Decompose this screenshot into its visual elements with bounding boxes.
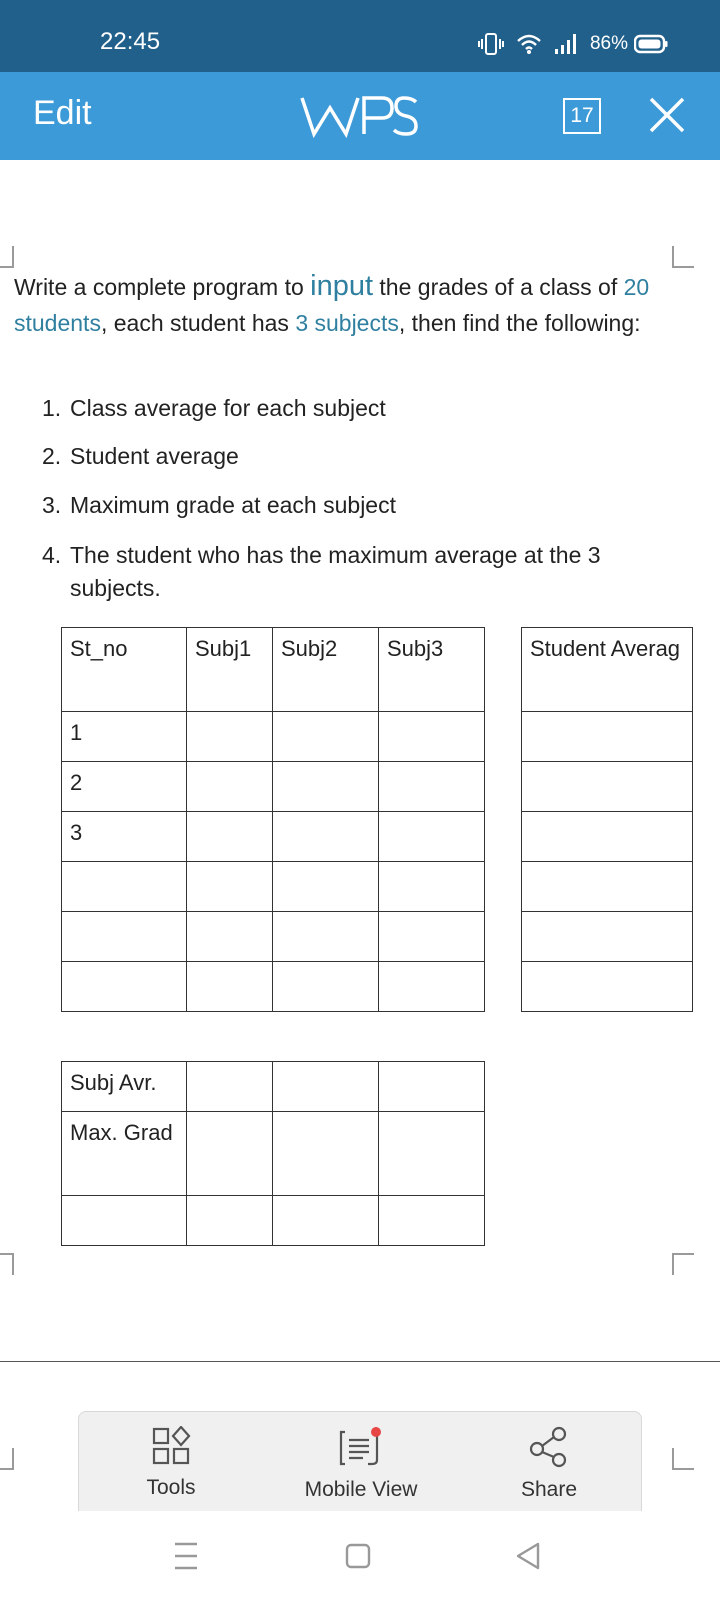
table-header-row [62,628,485,712]
page-corner-mark [0,1448,14,1470]
document-paragraph [14,268,674,341]
table-cell [379,812,485,862]
table-cell [522,812,693,862]
table-cell [273,812,379,862]
paragraph-text: Write a complete program to [14,274,311,300]
table-cell [187,862,273,912]
table-cell [522,912,693,962]
table-cell [273,1196,379,1246]
share-button[interactable] [469,1426,629,1502]
highlight-students: 20 students [14,274,650,336]
table-cell [62,862,187,912]
table-cell [522,962,693,1012]
app-bar [0,72,720,160]
share-label: Share [520,1478,578,1501]
table-cell [187,1196,273,1246]
table-cell [187,962,273,1012]
header-cell: Subj3 [379,628,485,712]
battery-percent: 86% [589,33,628,54]
table-cell: Max. Grad [62,1112,187,1196]
table-cell [379,912,485,962]
table-row [522,712,693,762]
list-number: 4. [42,542,62,568]
system-nav-bar [0,1511,720,1600]
list-text: Maximum grade at each subject [70,492,396,518]
highlight-subjects: 3 subjects [295,310,399,336]
summary-table [61,1061,485,1246]
table-cell: 2 [62,762,187,812]
highlight-input: input [310,270,374,302]
table-row [62,1062,485,1112]
page-count-badge[interactable]: 17 [563,98,601,134]
table-row [62,862,485,912]
tools-button[interactable] [91,1426,251,1500]
page-divider [0,1361,720,1362]
list-item [42,392,386,425]
page-corner-mark [672,1253,694,1275]
close-icon[interactable] [648,96,686,139]
table-cell [379,1196,485,1246]
table-row [62,712,485,762]
mobile-view-icon [338,1426,384,1468]
table-cell [273,762,379,812]
list-item [42,440,239,473]
table-cell [62,962,187,1012]
table-cell [379,862,485,912]
table-row [62,1112,485,1196]
table-row [62,962,485,1012]
tools-label: Tools [146,1476,196,1499]
student-average-table [521,627,693,1012]
list-number: 2. [42,443,62,469]
paragraph-text: the grades of a class of [373,274,624,300]
table-cell [187,712,273,762]
share-icon [528,1426,570,1468]
table-cell [187,762,273,812]
page-corner-mark [672,1448,694,1470]
grades-table [61,627,485,1012]
battery-icon [634,34,668,54]
paragraph-text: , each student has [100,310,296,336]
mobile-view-button[interactable] [281,1426,441,1502]
table-cell [187,1062,273,1112]
table-cell [522,712,693,762]
status-icons [478,30,668,58]
table-cell [62,912,187,962]
page-corner-mark [0,1253,14,1275]
mobile-view-label: Mobile View [304,1478,418,1501]
table-cell [187,812,273,862]
home-icon[interactable] [344,1541,372,1576]
list-text: The student who has the maximum average at the 3 subjects. [70,542,601,601]
table-row [522,762,693,812]
table-cell [273,1112,379,1196]
table-row [62,912,485,962]
table-row [522,812,693,862]
table-cell [379,712,485,762]
vibrate-icon [478,32,504,56]
tools-icon [151,1426,191,1466]
table-cell [379,1112,485,1196]
back-icon[interactable] [514,1541,542,1576]
table-row [62,1196,485,1246]
table-cell [522,762,693,812]
status-bar [0,0,720,72]
table-row [522,912,693,962]
table-cell [379,1062,485,1112]
table-cell [273,962,379,1012]
list-item [42,539,662,605]
header-cell: Student Averag [522,628,693,712]
list-text: Class average for each subject [70,395,386,421]
table-cell: 1 [62,712,187,762]
bottom-toolbar [78,1411,642,1511]
table-cell: 3 [62,812,187,862]
list-text: Student average [70,443,239,469]
table-header-row [522,628,693,712]
table-cell [379,762,485,812]
table-cell [273,862,379,912]
table-cell: Subj Avr. [62,1062,187,1112]
list-item [42,489,396,522]
table-row [522,862,693,912]
table-row [62,762,485,812]
header-cell: Subj1 [187,628,273,712]
status-time: 22:45 [100,28,161,55]
page-corner-mark [672,246,694,268]
menu-icon[interactable] [172,1541,200,1576]
header-cell: Subj2 [273,628,379,712]
table-cell [273,1062,379,1112]
edit-button[interactable]: Edit [33,94,92,132]
table-cell [273,712,379,762]
wps-logo [300,94,418,143]
battery [590,33,668,55]
table-cell [187,912,273,962]
table-cell [187,1112,273,1196]
table-cell [273,912,379,962]
table-cell [522,862,693,912]
table-cell [62,1196,187,1246]
list-number: 3. [42,492,62,518]
header-cell: St_no [62,628,187,712]
paragraph-text: , then find the following: [398,310,641,336]
list-number: 1. [42,395,62,421]
table-row [522,962,693,1012]
page-corner-mark [0,246,14,268]
wifi-icon [516,33,542,55]
table-row [62,812,485,862]
signal-icon [554,33,578,55]
table-cell [379,962,485,1012]
